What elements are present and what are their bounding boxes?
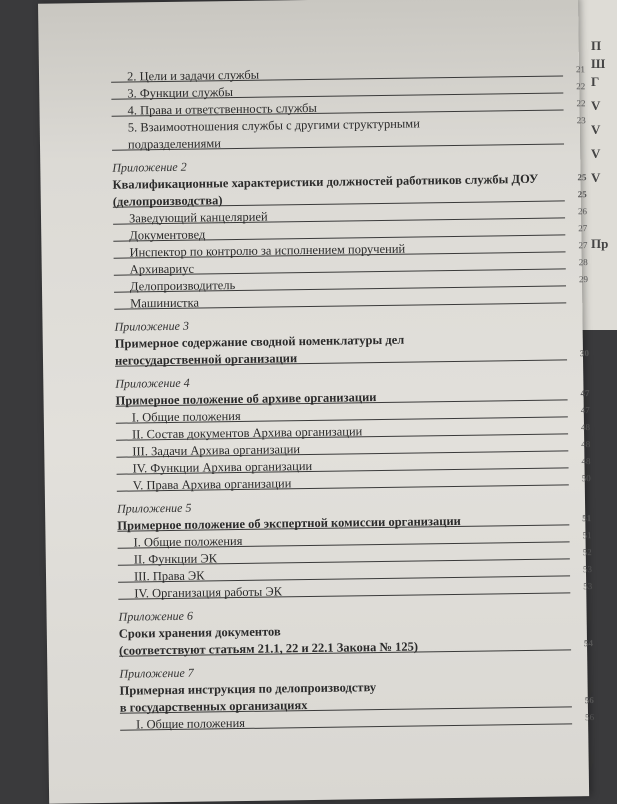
- toc-entry: I. Общие положения 51: [117, 528, 591, 552]
- toc-entry: Инспектор по контролю за исполнением поручений 27: [113, 238, 587, 262]
- toc-entry: 2. Цели и задачи службы 21: [111, 62, 585, 86]
- toc-entry: IV. Функции Архива организации 48: [116, 454, 590, 478]
- toc-entry: III. Задачи Архива организации 48: [116, 437, 590, 461]
- appendix-label: Приложение 7: [119, 665, 194, 681]
- appendix-label: Приложение 6: [118, 608, 194, 624]
- appendix-title: Примерное содержание сводной номенклатуры дел: [114, 332, 405, 351]
- next-page-fragment: Ш: [591, 56, 606, 71]
- toc-entry: Архивариус 28: [114, 255, 588, 279]
- appendix-title: Примерное положение об архиве организации 47: [115, 388, 590, 408]
- toc-entry: I. Общие положения 47: [116, 403, 590, 427]
- toc-entry: IV. Организация работы ЭК 53: [118, 579, 592, 603]
- next-page-fragment: П: [591, 38, 602, 53]
- toc-entry: I. Общие положения 56: [120, 710, 594, 734]
- table-of-contents: [111, 62, 594, 734]
- appendix-label: Приложение 2: [112, 159, 187, 175]
- appendix-title: Квалификационные характеристики должностей работников службы ДОУ 25: [112, 171, 587, 192]
- toc-entry: Машинистка: [114, 289, 588, 313]
- toc-entry: Делопроизводитель 29: [114, 272, 588, 296]
- appendix-label: Приложение 3: [114, 318, 189, 334]
- appendix-title: в государственных организациях 56: [119, 695, 594, 715]
- toc-entry: Заведующий канцелярией 26: [113, 204, 587, 228]
- book-page: [38, 0, 595, 804]
- next-page-fragment: V: [591, 122, 601, 137]
- appendix-title: (делопроизводства) 25: [112, 189, 587, 209]
- toc-entry: 4. Права и ответственность службы 22: [111, 96, 585, 120]
- toc-entry: III. Права ЭК 53: [118, 562, 592, 586]
- toc-entry: II. Функции ЭК 52: [118, 545, 592, 569]
- appendix-title: Примерное положение об экспертной комиссии организации 51: [117, 513, 592, 533]
- appendix-title: (соответствуют статьям 21.1, 22 и 22.1 Закона № 125) 54: [118, 638, 594, 658]
- toc-entry: 3. Функции службы 22: [111, 79, 585, 103]
- appendix-title: негосударственной организации 30: [114, 348, 590, 368]
- toc-entry: подразделениями: [112, 130, 586, 154]
- toc-entry: II. Состав документов Архива организации 48: [116, 420, 590, 444]
- toc-entry: V. Права Архива организации 50: [117, 471, 591, 495]
- appendix-label: Приложение 5: [116, 500, 192, 516]
- next-page-fragment: Пр: [591, 236, 609, 251]
- next-page-fragment: V: [591, 170, 601, 185]
- appendix-title: Примерная инструкция по делопроизводству: [119, 680, 377, 698]
- appendix-label: Приложение 4: [115, 375, 190, 391]
- next-page-fragment: Г: [591, 74, 600, 89]
- appendix-title: Сроки хранения документов: [118, 624, 281, 641]
- toc-entry: 5. Взаимоотношения службы с другими структурными 23: [127, 115, 586, 135]
- toc-entry: Документовед 27: [113, 221, 587, 245]
- next-page-fragment: V: [591, 146, 601, 161]
- next-page-fragment: V: [591, 98, 601, 113]
